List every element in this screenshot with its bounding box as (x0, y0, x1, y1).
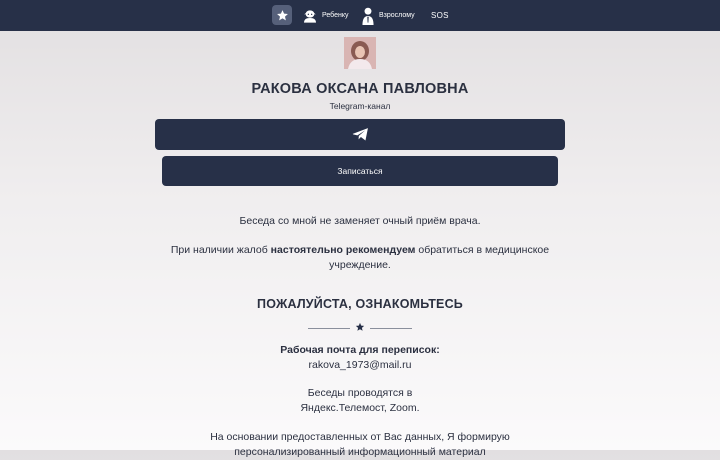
disclaimer-line: Беседа со мной не заменяет очный приём врача. (239, 215, 481, 227)
recommendation-part: При наличии жалоб (170, 244, 271, 256)
top-nav (0, 0, 720, 31)
disclaimer-text (0, 214, 720, 229)
email-link[interactable]: rakova_1973@mail.ru (308, 359, 412, 371)
home-button[interactable] (272, 5, 292, 25)
profile-name: РАКОВА ОКСАНА ПАВЛОВНА (251, 81, 469, 97)
section-heading: ПОЖАЛУЙСТА, ОЗНАКОМЬТЕСЬ (257, 297, 463, 311)
signup-button[interactable]: Записаться (162, 156, 558, 186)
recommendation-part: обратиться в медицинское (415, 244, 550, 256)
nav-item-label: Ребенку (322, 12, 349, 19)
recommendation-emphasis: настоятельно рекомендуем (270, 244, 416, 256)
divider-star-icon (355, 322, 365, 332)
telegram-button[interactable] (155, 119, 565, 150)
meeting-block (0, 386, 720, 416)
meeting-line: Беседы проводятся в (307, 387, 413, 399)
nav-item-label: Взрослому (379, 12, 415, 19)
recommendation-text (0, 243, 720, 273)
profile-subtitle: Telegram-канал (329, 101, 391, 111)
child-icon (302, 9, 318, 23)
email-block (0, 343, 720, 373)
adult-icon (361, 7, 375, 25)
star-icon (276, 9, 289, 22)
recommendation-part: учреждение. (329, 259, 391, 271)
email-label: Рабочая почта для переписок: (280, 344, 440, 356)
telegram-icon (352, 127, 369, 142)
basis-line: персонализированный информационный материал (234, 446, 486, 458)
basis-block (0, 430, 720, 460)
meeting-line: Яндекс.Телемост, Zoom. (300, 402, 420, 414)
basis-line: На основании предоставленных от Вас данных, Я формирую (210, 431, 510, 443)
divider-line-right (370, 328, 412, 329)
avatar (344, 37, 376, 69)
divider-line-left (308, 328, 350, 329)
sos-link[interactable]: SOS (431, 11, 449, 20)
nav-item-child[interactable] (302, 0, 349, 31)
nav-item-adult[interactable] (361, 0, 415, 31)
